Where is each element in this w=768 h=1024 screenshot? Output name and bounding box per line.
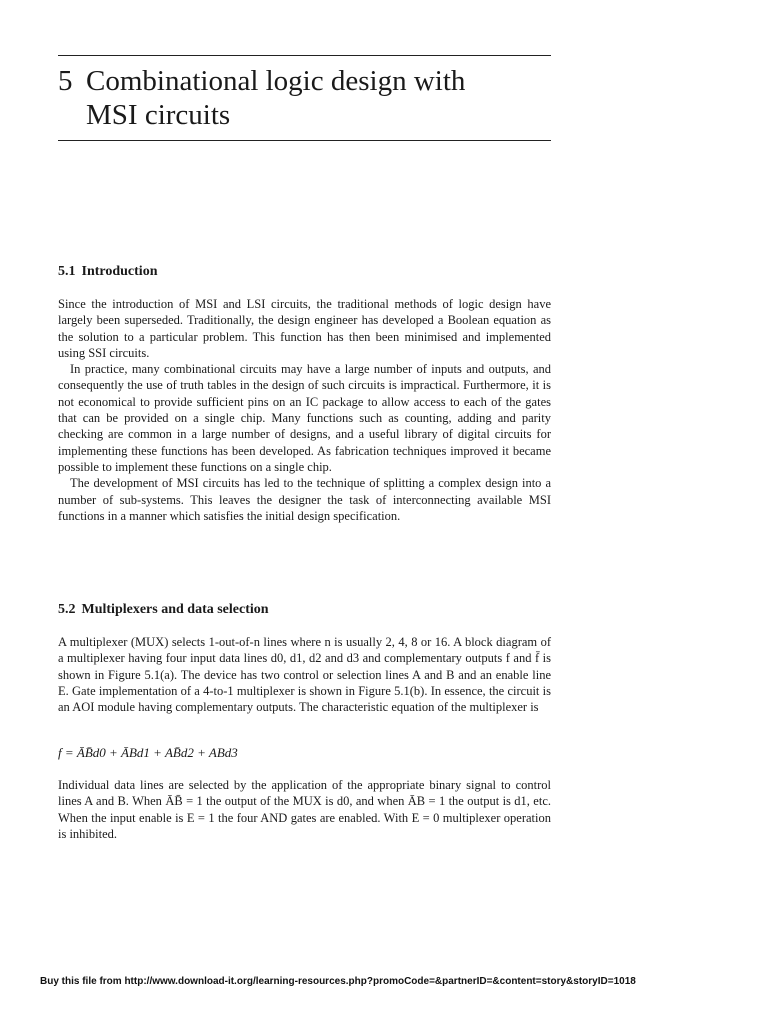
chapter-title-line2: MSI circuits — [86, 99, 231, 131]
multiplexer-body-continued — [58, 777, 551, 842]
section-title: Multiplexers and data selection — [81, 602, 269, 617]
multiplexer-body — [58, 634, 551, 715]
chapter-title-line1: Combinational logic design with — [86, 65, 466, 97]
paragraph: Since the introduction of MSI and LSI circuits, the traditional methods of logic design have largely been superseded. Traditionally, the design engineer has developed a Boolean equation as the solution to a particular problem. This function has then been minimised and implemented using SSI circuits. — [58, 297, 551, 360]
section-number: 5.2 — [58, 602, 76, 617]
download-footer: Buy this file from http://www.download-it.org/learning-resources.php?promoCode=&partnerID=&content=story&storyID=1018 — [40, 976, 636, 987]
top-rule — [58, 55, 551, 56]
section-heading-multiplexers — [58, 602, 269, 618]
chapter-number: 5 — [58, 65, 73, 97]
section-heading-introduction — [58, 264, 157, 280]
chapter-title — [86, 64, 465, 132]
bottom-rule — [58, 140, 551, 141]
section-title: Introduction — [81, 264, 158, 279]
characteristic-equation: f = ĀB̄d0 + ĀBd1 + AB̄d2 + ABd3 — [58, 745, 238, 760]
introduction-body — [58, 296, 551, 524]
section-number: 5.1 — [58, 264, 76, 279]
paragraph: A multiplexer (MUX) selects 1-out-of-n lines where n is usually 2, 4, 8 or 16. A block diagram of a multiplexer having four input data lines d0, d1, d2 and d3 and complementary outputs f and f̄ is shown in Figure 5.1(a). The device has two control or selection lines A and B and an enable line E. Gate implementation of a 4-to-1 multiplexer is shown in Figure 5.1(b). In essence, the circuit is an AOI module having complementary outputs. The characteristic equation of the multiplexer is — [58, 635, 551, 715]
paragraph: In practice, many combinational circuits may have a large number of inputs and outputs, and consequently the use of truth tables in the design of such circuits is impractical. Furthermore, it is not economical to provide sufficient pins on an IC package to allow access to each of the gates that can be provided on a single chip. Many functions such as counting, adding and parity checking are common in a large number of designs, and a useful library of digital circuits for implementing these functions has been developed. As fabrication techniques improved it became possible to implement these functions on a single chip. — [58, 362, 551, 474]
paragraph: The development of MSI circuits has led to the technique of splitting a complex design into a number of sub-systems. This leaves the designer the task of interconnecting available MSI functions in a manner which satisfies the initial design specification. — [58, 476, 551, 523]
paragraph: Individual data lines are selected by the application of the appropriate binary signal to control lines A and B. When ĀB̄ = 1 the output of the MUX is d0, and when ĀB = 1 the output is d1, etc. When the input enable is E = 1 the four AND gates are enabled. With E = 0 multiplexer operation is inhibited. — [58, 778, 551, 841]
